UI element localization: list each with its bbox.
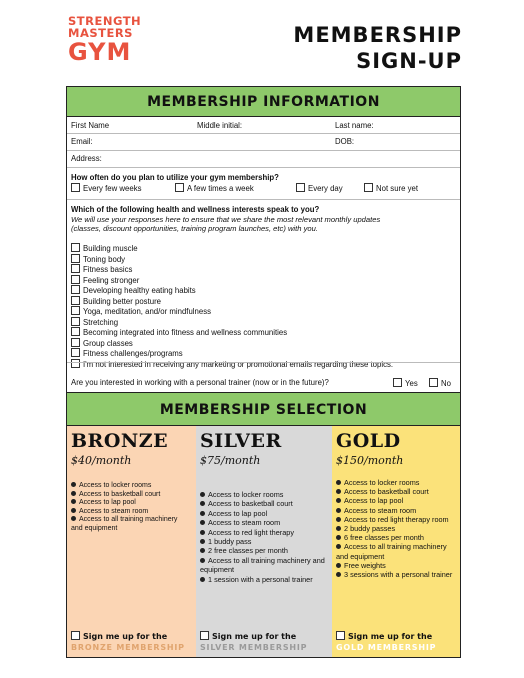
bullet-icon (200, 501, 205, 506)
checkbox[interactable] (71, 254, 80, 263)
dob-field[interactable]: DOB: (335, 137, 355, 146)
feature-list (71, 482, 189, 534)
feature-item: Free weights (336, 561, 456, 570)
checkbox[interactable] (364, 183, 373, 192)
feature-item: Access to steam room (200, 518, 326, 527)
bullet-icon (336, 572, 341, 577)
interest-item[interactable]: Building muscle (71, 243, 393, 254)
checkbox[interactable] (71, 348, 80, 357)
usage-option[interactable]: Every few weeks (71, 183, 142, 193)
checkbox[interactable] (71, 631, 80, 640)
feature-item: Access to lap pool (336, 496, 456, 505)
email-field[interactable]: Email: (71, 137, 93, 146)
silver-column (196, 426, 332, 657)
feature-item: Access to locker rooms (200, 490, 326, 499)
feature-item: Access to steam room (336, 506, 456, 515)
feature-list (200, 490, 326, 584)
checkbox[interactable] (71, 296, 80, 305)
bronze-column (67, 426, 196, 657)
tier-price: $150/month (336, 454, 404, 467)
usage-options (71, 183, 461, 195)
checkbox[interactable] (71, 264, 80, 273)
checkbox[interactable] (71, 285, 80, 294)
feature-item: Access to steam room (71, 508, 189, 517)
feature-item: Access to basketball court (336, 487, 456, 496)
gold-column (332, 426, 460, 657)
interests-list (71, 243, 393, 369)
checkbox[interactable] (71, 338, 80, 347)
interest-item[interactable]: Yoga, meditation, and/or mindfulness (71, 306, 393, 317)
bullet-icon (200, 548, 205, 553)
bullet-icon (71, 516, 76, 521)
checkbox[interactable] (175, 183, 184, 192)
feature-item: Access to all training machinery and equipment (71, 516, 178, 532)
bullet-icon (336, 480, 341, 485)
feature-item: Access to lap pool (200, 509, 326, 518)
interests-note-1: We will use your responses here to ensure that we share the most relevant monthly updates (71, 215, 381, 224)
feature-item: 2 buddy passes (336, 524, 456, 533)
email-row (67, 133, 460, 151)
usage-question: How often do you plan to utilize your gym membership? (71, 173, 279, 182)
page-title (293, 22, 462, 74)
checkbox[interactable] (71, 183, 80, 192)
trainer-no-option[interactable]: No (429, 378, 451, 388)
bullet-icon (336, 535, 341, 540)
form-frame (66, 86, 461, 658)
interest-item[interactable]: Feeling stronger (71, 275, 393, 286)
tier-name: BRONZE (71, 430, 169, 452)
checkbox[interactable] (71, 317, 80, 326)
bullet-icon (71, 508, 76, 513)
feature-item: 1 session with a personal trainer (200, 575, 326, 584)
feature-item: 1 buddy pass (200, 537, 326, 546)
interest-item[interactable]: Stretching (71, 317, 393, 328)
trainer-question: Are you interested in working with a personal trainer (now or in the future)? (71, 378, 329, 387)
feature-item: Access to basketball court (71, 491, 189, 500)
feature-item: Access to all training machinery and equipment (336, 542, 447, 561)
bullet-icon (336, 544, 341, 549)
bullet-icon (336, 526, 341, 531)
middle-initial-field[interactable]: Middle initial: (197, 121, 243, 130)
selection-heading: MEMBERSHIP SELECTION (67, 392, 460, 426)
gym-logo (68, 16, 141, 64)
bullet-icon (200, 511, 205, 516)
checkbox[interactable] (71, 243, 80, 252)
logo-line-3: GYM (68, 38, 132, 66)
feature-item: Access to all training machinery and equipment (200, 555, 325, 575)
trainer-row (71, 378, 461, 390)
tier-name: GOLD (336, 430, 401, 452)
trainer-yes-option[interactable]: Yes (393, 378, 418, 388)
bullet-icon (71, 482, 76, 487)
address-row (67, 150, 460, 168)
feature-list (336, 478, 456, 579)
feature-item: Access to red light therapy (200, 528, 326, 537)
checkbox[interactable] (71, 359, 80, 368)
first-name-field[interactable]: First Name (71, 121, 110, 130)
bullet-icon (336, 517, 341, 522)
checkbox[interactable] (393, 378, 402, 387)
checkbox[interactable] (429, 378, 438, 387)
usage-option[interactable]: Not sure yet (364, 183, 418, 193)
tier-price: $75/month (200, 454, 261, 467)
bullet-icon (200, 530, 205, 535)
feature-item: 3 sessions with a personal trainer (336, 570, 456, 579)
info-heading: MEMBERSHIP INFORMATION (67, 87, 460, 117)
feature-item: Access to basketball court (200, 499, 326, 508)
address-field[interactable]: Address: (71, 154, 102, 163)
feature-item: 2 free classes per month (200, 546, 326, 555)
checkbox[interactable] (296, 183, 305, 192)
interest-item[interactable]: Developing healthy eating habits (71, 285, 393, 296)
title-line-1: MEMBERSHIP (293, 23, 462, 47)
bullet-icon (336, 498, 341, 503)
feature-item: Access to red light therapy room (336, 515, 456, 524)
bronze-signup[interactable]: Sign me up for the BRONZE MEMBERSHIP (71, 632, 185, 652)
logo-line-2: MASTERS (68, 25, 133, 40)
checkbox[interactable] (200, 631, 209, 640)
bullet-icon (200, 492, 205, 497)
usage-option[interactable]: A few times a week (175, 183, 254, 193)
interest-item[interactable]: Becoming integrated into fitness and wellness communities (71, 327, 393, 338)
feature-item: Access to lap pool (71, 499, 189, 508)
checkbox[interactable] (71, 306, 80, 315)
feature-item: Access to locker rooms (336, 478, 456, 487)
checkbox[interactable] (336, 631, 345, 640)
tier-price: $40/month (71, 454, 132, 467)
gold-signup[interactable]: Sign me up for the GOLD MEMBERSHIP (336, 632, 437, 652)
bullet-icon (336, 489, 341, 494)
tier-name: SILVER (200, 430, 282, 452)
interest-item[interactable]: Building better posture (71, 296, 393, 307)
checkbox[interactable] (71, 327, 80, 336)
bullet-icon (71, 491, 76, 496)
bullet-icon (336, 563, 341, 568)
bullet-icon (336, 508, 341, 513)
divider (67, 199, 460, 200)
name-row (67, 117, 460, 134)
bullet-icon (200, 558, 205, 563)
interest-item[interactable]: Fitness basics (71, 264, 393, 275)
feature-item: 6 free classes per month (336, 533, 456, 542)
bullet-icon (200, 577, 205, 582)
interest-item[interactable]: I'm not interested in receiving any marketing or promotional emails regarding these topics. (71, 359, 393, 370)
divider (67, 362, 460, 363)
checkbox[interactable] (71, 275, 80, 284)
interest-item[interactable]: Toning body (71, 254, 393, 265)
bullet-icon (200, 520, 205, 525)
title-line-2: SIGN-UP (356, 49, 462, 73)
logo-line-1: STRENGTH (68, 14, 142, 28)
interest-item[interactable]: Group classes (71, 338, 393, 349)
bullet-icon (71, 499, 76, 504)
feature-item: Access to locker rooms (71, 482, 189, 491)
interests-note-2: (classes, discount opportunities, training program launches, etc) with you. (71, 224, 318, 233)
interests-question: Which of the following health and wellness interests speak to you? (71, 205, 320, 214)
bullet-icon (200, 539, 205, 544)
silver-signup[interactable]: Sign me up for the SILVER MEMBERSHIP (200, 632, 308, 652)
last-name-field[interactable]: Last name: (335, 121, 374, 130)
usage-option[interactable]: Every day (296, 183, 343, 193)
interest-item[interactable]: Fitness challenges/programs (71, 348, 393, 359)
